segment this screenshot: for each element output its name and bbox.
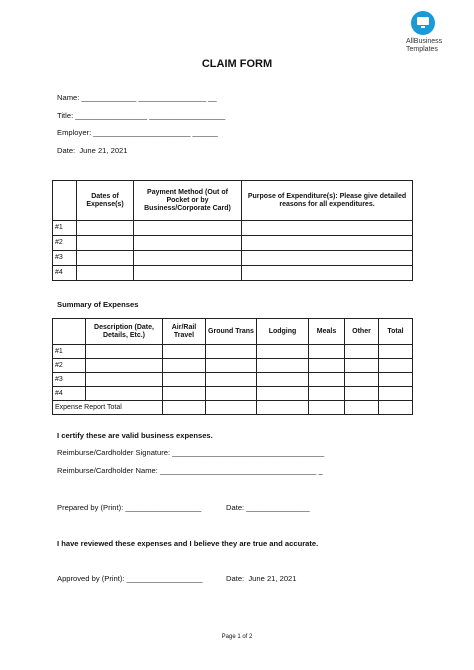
summary-title: Summary of Expenses (57, 300, 139, 309)
table-cell[interactable] (163, 359, 206, 373)
table-cell[interactable] (242, 251, 413, 266)
table-cell[interactable] (86, 359, 163, 373)
table-cell[interactable] (309, 387, 345, 401)
total-row-label: Expense Report Total (53, 401, 163, 415)
certify-heading: I certify these are valid business expenses. (57, 431, 213, 440)
table-header-cell (53, 319, 86, 345)
table-header-cell: Other (345, 319, 379, 345)
table-cell[interactable] (206, 401, 257, 415)
table-cell[interactable] (206, 387, 257, 401)
table-cell[interactable] (134, 251, 242, 266)
table-cell[interactable] (345, 345, 379, 359)
table-cell[interactable] (134, 221, 242, 236)
page-title: CLAIM FORM (201, 58, 273, 70)
table-cell[interactable] (345, 401, 379, 415)
page-number: Page 1 of 2 (221, 634, 253, 640)
table-cell[interactable] (379, 373, 413, 387)
prepared-date-field[interactable]: Date: _______________ (226, 503, 310, 512)
title-field[interactable]: Title: _________________ __________________ (57, 111, 226, 120)
row-label: #2 (53, 359, 86, 373)
table-cell[interactable] (163, 387, 206, 401)
table-cell[interactable] (134, 266, 242, 281)
table-cell[interactable] (77, 251, 134, 266)
table-cell[interactable] (86, 387, 163, 401)
row-label: #1 (53, 221, 77, 236)
name-field[interactable]: Name: _____________ ________________ __ (57, 93, 217, 102)
table-cell[interactable] (257, 359, 309, 373)
table-cell[interactable] (345, 373, 379, 387)
logo-line2: Templates (406, 46, 438, 53)
table-cell[interactable] (242, 266, 413, 281)
row-label: #4 (53, 266, 77, 281)
table-cell[interactable] (163, 401, 206, 415)
table-cell[interactable] (206, 345, 257, 359)
table-row (53, 345, 413, 359)
table-cell[interactable] (379, 401, 413, 415)
table-cell[interactable] (77, 236, 134, 251)
table-cell[interactable] (206, 373, 257, 387)
table-header-cell: Meals (309, 319, 345, 345)
logo-text (406, 38, 442, 54)
table-cell[interactable] (309, 373, 345, 387)
table-row (53, 359, 413, 373)
table-header-cell: Payment Method (Out of Pocket or by Business/Corporate Card) (134, 181, 242, 221)
table-cell[interactable] (379, 345, 413, 359)
table-cell[interactable] (77, 221, 134, 236)
table-row (53, 221, 413, 236)
table-total-row (53, 401, 413, 415)
approved-date-field[interactable]: Date: June 21, 2021 (226, 574, 297, 583)
monitor-stand-icon (421, 26, 425, 28)
table-row (53, 266, 413, 281)
table-cell[interactable] (134, 236, 242, 251)
table-cell[interactable] (86, 373, 163, 387)
monitor-icon (417, 17, 429, 25)
table-header-cell: Purpose of Expenditure(s): Please give detailed reasons for all expenditures. (242, 181, 413, 221)
table-cell[interactable] (242, 221, 413, 236)
table-row (53, 251, 413, 266)
table-cell[interactable] (345, 387, 379, 401)
logo-line1: AllBusiness (406, 38, 443, 45)
table-cell[interactable] (163, 373, 206, 387)
signature-field[interactable]: Reimburse/Cardholder Signature: ____________________________________ (57, 448, 325, 457)
table-cell[interactable] (309, 359, 345, 373)
table-cell[interactable] (242, 236, 413, 251)
table-cell[interactable] (257, 401, 309, 415)
table-cell[interactable] (379, 387, 413, 401)
table-row (53, 387, 413, 401)
table-header-cell: Air/Rail Travel (163, 319, 206, 345)
table-header-cell (53, 181, 77, 221)
row-label: #3 (53, 373, 86, 387)
table-header-cell: Dates of Expense(s) (77, 181, 134, 221)
table-cell[interactable] (86, 345, 163, 359)
summary-table (52, 318, 413, 415)
table-header-cell: Total (379, 319, 413, 345)
table-header-row (53, 181, 413, 221)
cardholder-name-field[interactable]: Reimburse/Cardholder Name: _____________________________________ _ (57, 466, 323, 475)
approved-by-field[interactable]: Approved by (Print): __________________ (57, 574, 203, 583)
row-label: #3 (53, 251, 77, 266)
date-field[interactable]: Date: June 21, 2021 (57, 146, 128, 155)
row-label: #4 (53, 387, 86, 401)
review-statement: I have reviewed these expenses and I believe they are true and accurate. (57, 539, 319, 548)
table-cell[interactable] (257, 345, 309, 359)
table-header-cell: Ground Trans (206, 319, 257, 345)
table-cell[interactable] (163, 345, 206, 359)
table-cell[interactable] (257, 387, 309, 401)
table-cell[interactable] (206, 359, 257, 373)
table-row (53, 236, 413, 251)
row-label: #1 (53, 345, 86, 359)
table-cell[interactable] (345, 359, 379, 373)
table-cell[interactable] (77, 266, 134, 281)
table-row (53, 373, 413, 387)
prepared-by-field[interactable]: Prepared by (Print): __________________ (57, 503, 202, 512)
expense-detail-table (52, 180, 413, 281)
table-header-cell: Description (Date, Details, Etc.) (86, 319, 163, 345)
table-header-cell: Lodging (257, 319, 309, 345)
row-label: #2 (53, 236, 77, 251)
table-header-row (53, 319, 413, 345)
employer-field[interactable]: Employer: _______________________ ______ (57, 128, 218, 137)
table-cell[interactable] (379, 359, 413, 373)
table-cell[interactable] (309, 401, 345, 415)
table-cell[interactable] (257, 373, 309, 387)
table-cell[interactable] (309, 345, 345, 359)
